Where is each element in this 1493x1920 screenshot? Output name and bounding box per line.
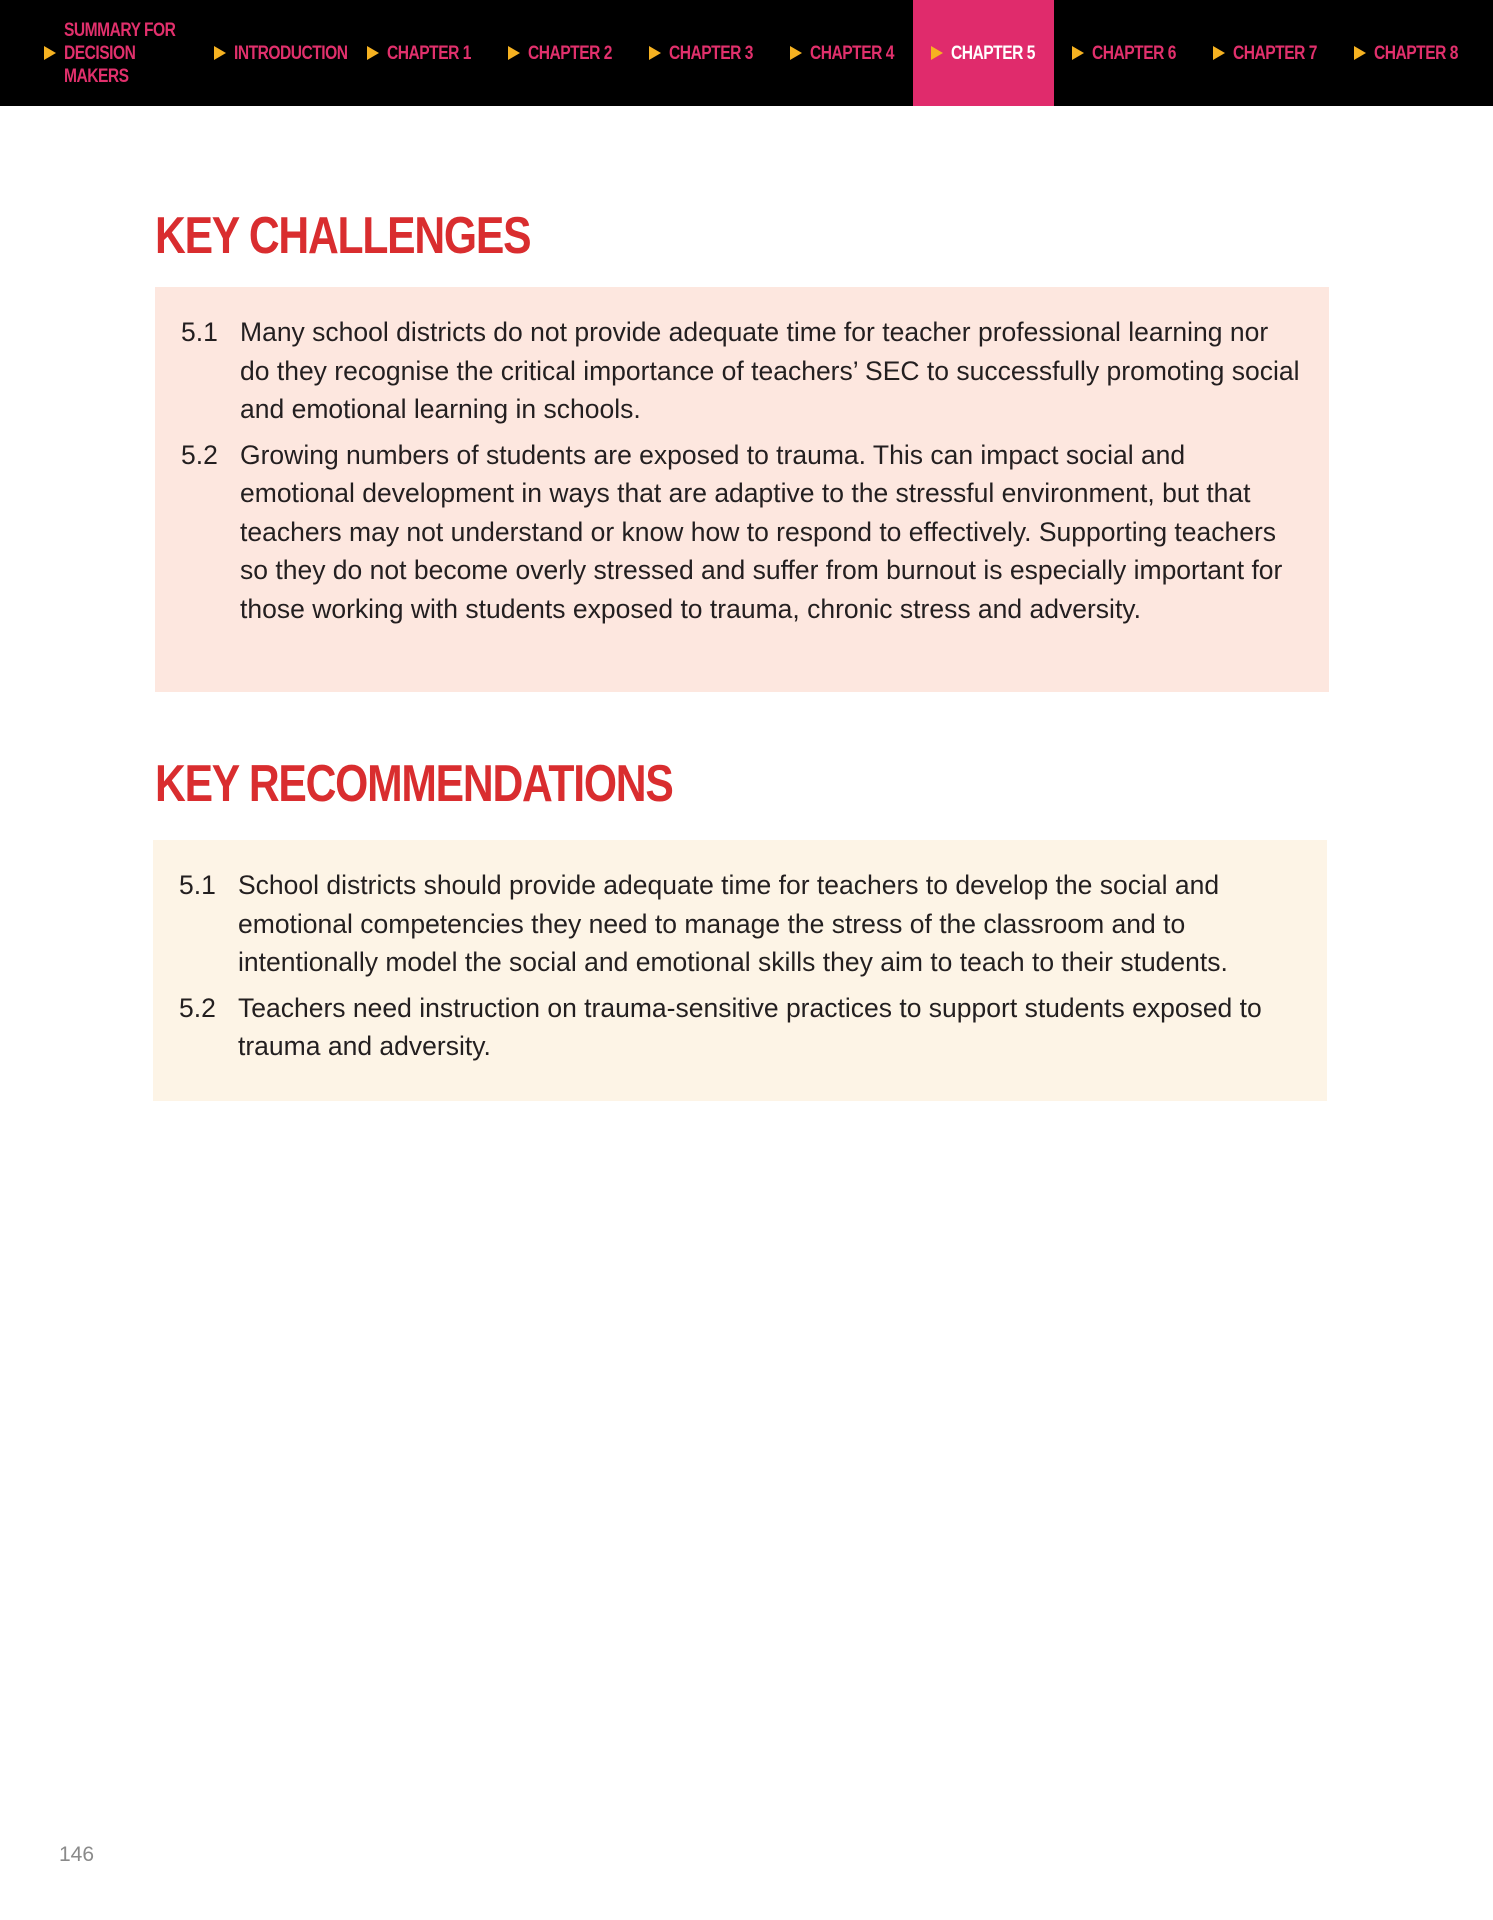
nav-item-chapter-6[interactable] [1072,0,1194,106]
nav-item-label: CHAPTER 4 [810,42,894,64]
nav-item-summary[interactable] [44,0,204,106]
play-arrow-icon [649,46,661,60]
nav-item-chapter-5[interactable] [913,0,1054,106]
play-arrow-icon [931,46,943,60]
nav-item-introduction[interactable] [214,0,372,106]
list-item [181,436,1301,629]
nav-item-chapter-1[interactable] [367,0,489,106]
play-arrow-icon [508,46,520,60]
list-item [181,313,1301,429]
play-arrow-icon [1354,46,1366,60]
play-arrow-icon [1072,46,1084,60]
key-challenges-heading: KEY CHALLENGES [155,207,531,265]
nav-item-chapter-8[interactable] [1354,0,1476,106]
item-text: Growing numbers of students are exposed to trauma. This can impact social and emotional development in ways that are adaptive to the stressful environment, but that teachers may not understand or know how to respond to effectively. Supporting teachers so they do not become overly stressed and suffer from burnout is especially important for those working with students exposed to trauma, chronic stress and adversity. [240,439,1283,624]
key-challenges-box [155,287,1329,692]
nav-item-chapter-2[interactable] [508,0,630,106]
item-number: 5.1 [181,317,218,347]
item-number: 5.2 [181,439,218,470]
play-arrow-icon [790,46,802,60]
nav-item-chapter-7[interactable] [1213,0,1335,106]
nav-item-chapter-4[interactable] [790,0,912,106]
key-recommendations-heading: KEY RECOMMENDATIONS [155,755,673,813]
page-number: 146 [59,1843,95,1866]
nav-item-label: CHAPTER 1 [387,42,471,64]
nav-item-label: CHAPTER 7 [1233,42,1317,64]
play-arrow-icon [1213,46,1225,60]
item-text: School districts should provide adequate time for teachers to develop the social and emotional competencies they need to manage the stress of the classroom and to intentionally model the social and emotional skills they aim to teach to their students. [238,870,1228,977]
item-text: Many school districts do not provide adequate time for teacher professional learning nor do they recognise the critical importance of teachers’ SEC to successfully promoting social and emotional learning in schools. [240,317,1300,424]
nav-item-label: CHAPTER 8 [1374,42,1458,64]
nav-item-label: CHAPTER 3 [669,42,753,64]
nav-item-label: INTRODUCTION [234,42,348,64]
nav-item-label: CHAPTER 6 [1092,42,1176,64]
nav-item-chapter-3[interactable] [649,0,771,106]
key-recommendations-box [153,840,1327,1101]
nav-item-label: CHAPTER 5 [951,42,1035,64]
item-number: 5.2 [179,992,216,1023]
chapter-nav-bar [0,0,1493,106]
item-text: Teachers need instruction on trauma-sensitive practices to support students exposed to trauma and adversity. [238,992,1262,1061]
nav-item-label: CHAPTER 2 [528,42,612,64]
nav-item-label: SUMMARY FOR DECISION MAKERS [64,19,176,87]
play-arrow-icon [214,46,226,60]
item-number: 5.1 [179,870,216,900]
play-arrow-icon [44,46,56,60]
play-arrow-icon [367,46,379,60]
list-item [179,989,1299,1066]
list-item [179,866,1299,982]
